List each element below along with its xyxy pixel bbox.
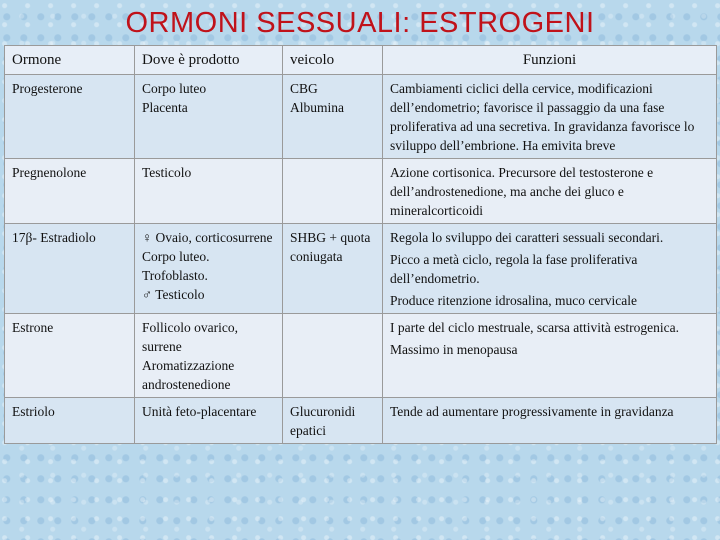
cell-funzioni [383, 159, 717, 224]
table-row [5, 314, 717, 398]
cell-funzioni [383, 75, 717, 159]
cell-funzioni-line: I parte del ciclo mestruale, scarsa attività estrogenica. [390, 320, 679, 335]
cell-funzioni-line: Massimo in menopausa [390, 342, 518, 357]
cell-dove [135, 224, 283, 314]
cell-dove [135, 75, 283, 159]
cell-ormone [5, 224, 135, 314]
cell-veicolo [283, 159, 383, 224]
cell-veicolo-line: Albumina [290, 100, 344, 115]
cell-veicolo [283, 224, 383, 314]
cell-dove-line: Trofoblasto. [142, 268, 208, 283]
cell-funzioni [383, 398, 717, 444]
cell-veicolo-line: Glucuronidi epatici [290, 404, 356, 438]
cell-dove-line: Aromatizzazione androstenedione [142, 358, 235, 392]
cell-funzioni-line: Regola lo sviluppo dei caratteri sessuali secondari. [390, 230, 664, 245]
cell-veicolo [283, 314, 383, 398]
cell-ormone [5, 314, 135, 398]
cell-veicolo-line: CBG [290, 81, 318, 96]
cell-dove-line: Corpo luteo. [142, 249, 210, 264]
cell-veicolo [283, 75, 383, 159]
cell-dove-line: Placenta [142, 100, 188, 115]
cell-veicolo [283, 398, 383, 444]
cell-dove [135, 159, 283, 224]
cell-dove-line: ♂ Testicolo [142, 287, 205, 302]
table-row [5, 159, 717, 224]
cell-dove-line: Follicolo ovarico, surrene [142, 320, 238, 354]
ormone-name: Pregnenolone [12, 165, 87, 180]
table-row [5, 398, 717, 444]
cell-funzioni-line: Azione cortisonica. Precursore del testosterone e dell’androstenedione, ma anche dei gluco e mineralcorticoidi [390, 165, 654, 218]
cell-funzioni-line: Tende ad aumentare progressivamente in gravidanza [390, 404, 674, 419]
table-row [5, 224, 717, 314]
page-title: ORMONI SESSUALI: ESTROGENI [125, 7, 595, 39]
cell-funzioni [383, 314, 717, 398]
cell-funzioni-line: Picco a metà ciclo, regola la fase proliferativa dell’endometrio. [390, 252, 638, 286]
ormone-name: Progesterone [12, 81, 83, 96]
cell-funzioni [383, 224, 717, 314]
ormone-name: 17β- Estradiolo [12, 230, 96, 245]
cell-funzioni-line: Cambiamenti ciclici della cervice, modificazioni dell’endometrio; favorisce il passaggio da una fase proliferativa ad una secretiva. In gravidanza favorisce lo sviluppo dell’embrione. Ha emivita breve [390, 81, 695, 153]
cell-dove [135, 398, 283, 444]
cell-dove-line: Corpo luteo [142, 81, 207, 96]
header-ormone: Ormone [5, 46, 135, 75]
hormones-table [4, 45, 717, 444]
table-header-row [5, 46, 717, 75]
header-funzioni: Funzioni [383, 46, 717, 75]
ormone-name: Estriolo [12, 404, 55, 419]
cell-ormone [5, 398, 135, 444]
cell-ormone [5, 159, 135, 224]
cell-dove-line: Unità feto-placentare [142, 404, 257, 419]
cell-dove [135, 314, 283, 398]
header-dove: Dove è prodotto [135, 46, 283, 75]
cell-dove-line: ♀ Ovaio, corticosurrene [142, 230, 273, 245]
cell-funzioni-line: Produce ritenzione idrosalina, muco cervicale [390, 293, 638, 308]
ormone-name: Estrone [12, 320, 54, 335]
cell-veicolo-line: SHBG + quota coniugata [290, 230, 371, 264]
cell-dove-line: Testicolo [142, 165, 192, 180]
cell-ormone [5, 75, 135, 159]
table-row [5, 75, 717, 159]
header-veicolo: veicolo [283, 46, 383, 75]
